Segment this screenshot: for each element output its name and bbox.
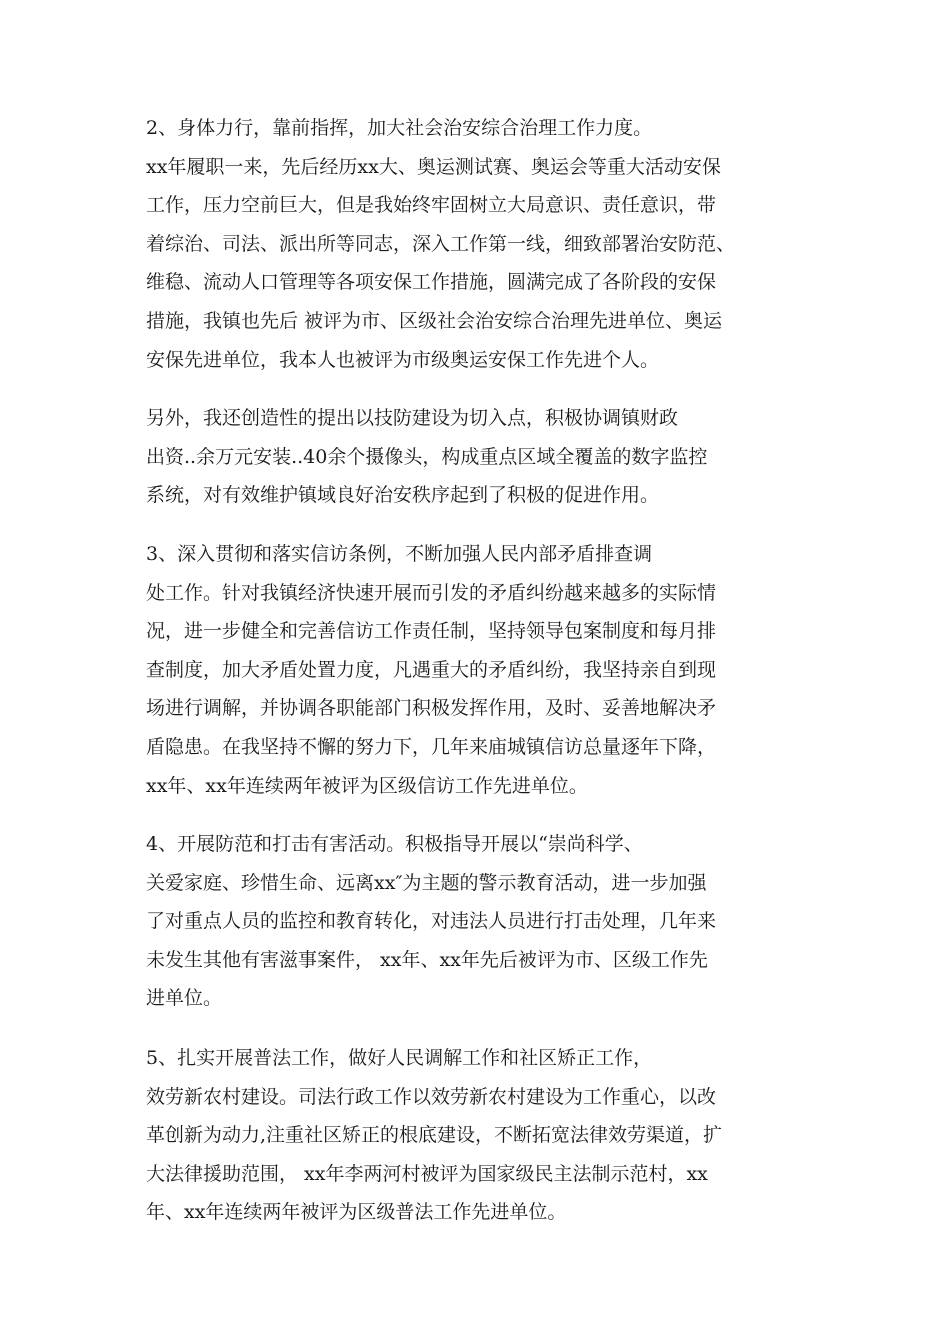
paragraph-prevention-activities: 4、开展防范和打击有害活动。积极指导开展以“崇尚科学、 关爱家庭、珍惜生命、远离xx″为主题的警示教育活动，进一步加强 了对重点人员的监控和教育转化，对违法人员进行打击处理，几年来 未发生其他有害滋事案件， xx年、xx年先后被评为市、区级工作先 进单位。: [146, 833, 717, 1010]
paragraph-security-work: 2、身体力行，靠前指挥，加大社会治安综合治理工作力度。 xx年履职一来，先后经历xx大、奥运测试赛、奥运会等重大活动安保 工作，压力空前巨大，但是我始终牢固树立大局意识、责任意识，带 着综治、司法、派出所等同志，深入工作第一线，细致部署治安防范、 维稳、流动人口管理等各项安保工作措施，圆满完成了各阶段的安保 措施，我镇也先后 被评为市、区级社会治安综合治理先进单位、奥运 安保先进单位，我本人也被评为市级奥运安保工作先进个人。: [146, 117, 736, 371]
paragraph-legal-education: 5、扎实开展普法工作，做好人民调解工作和社区矫正工作， 效劳新农村建设。司法行政工作以效劳新农村建设为工作重心，以改 革创新为动力,注重社区矫正的根底建设，不断拓宽法律效劳渠道，扩 大法律援助范围， xx年李两河村被评为国家级民主法制示范村，xx 年、xx年连续两年被评为区级普法工作先进单位。: [146, 1047, 723, 1224]
paragraph-petition-work: 3、深入贯彻和落实信访条例，不断加强人民内部矛盾排查调 处工作。针对我镇经济快速开展而引发的矛盾纠纷越来越多的实际情 况，进一步健全和完善信访工作责任制，坚持领导包案制度和每月排 查制度，加大矛盾处置力度，凡遇重大的矛盾纠纷，我坚持亲自到现 场进行调解，并协调各职能部门积极发挥作用，及时、妥善地解决矛 盾隐患。在我坚持不懈的努力下，几年来庙城镇信访总量逐年下降， xx年、xx年连续两年被评为区级信访工作先进单位。: [146, 543, 717, 797]
paragraph-surveillance-system: 另外，我还创造性的提出以技防建设为切入点，积极协调镇财政 出资..余万元安装..40余个摄像头，构成重点区域全覆盖的数字监控 系统，对有效维护镇域良好治安秩序起到了积极的促进作用。: [146, 407, 708, 507]
